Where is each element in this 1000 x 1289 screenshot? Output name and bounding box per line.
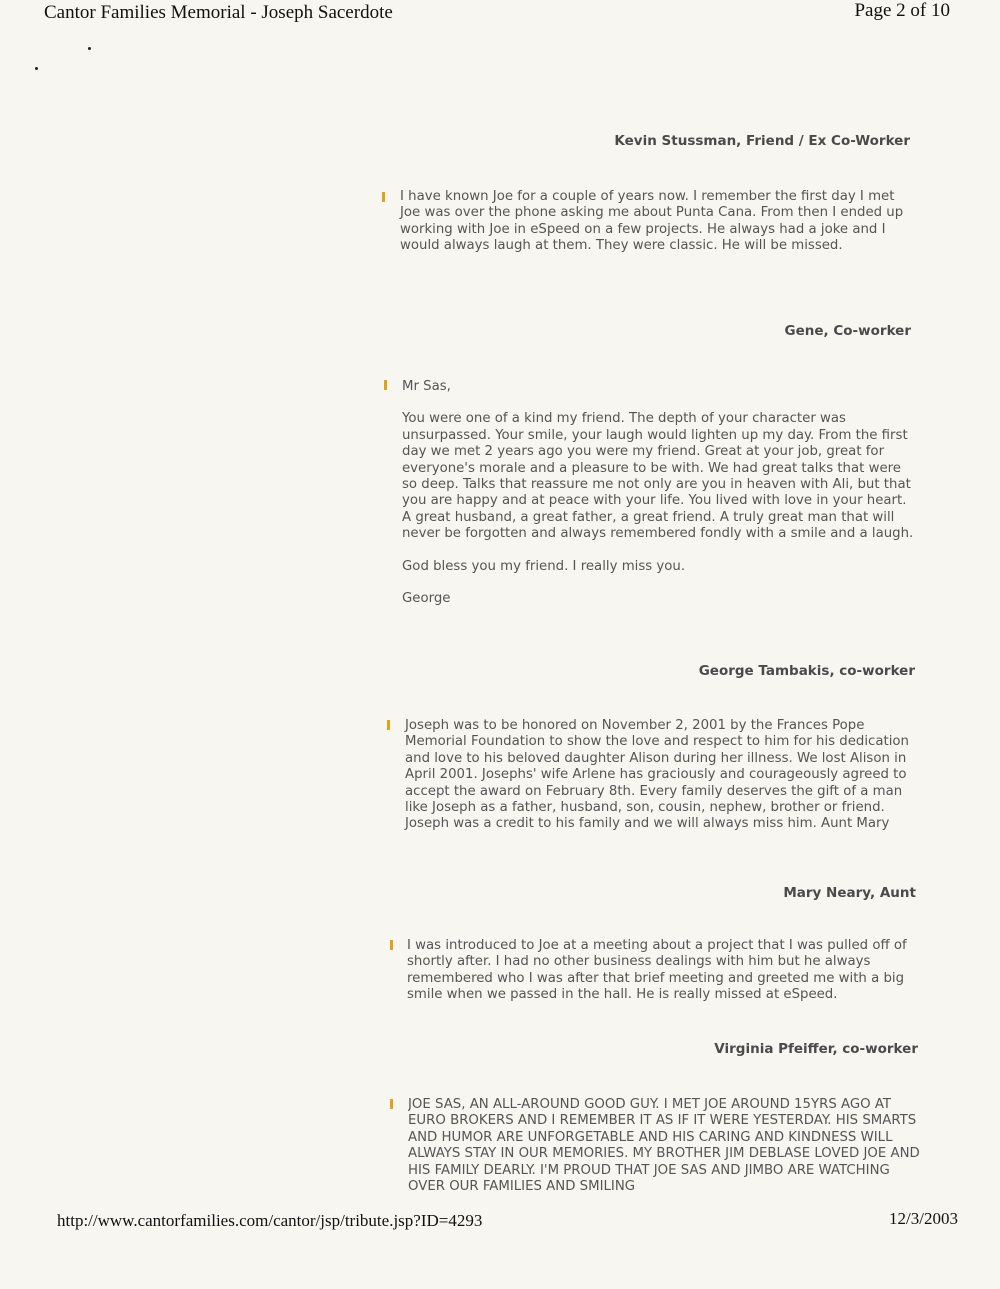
tribute-text: I have known Joe for a couple of years now. I remember the first day I met Joe was over the phone asking me about Punta Cana. From then I ended up working with Joe in eSpeed on a few projects. He always had a joke and I would always laugh at them. They were classic. He will be missed. xyxy=(400,189,904,254)
tribute-entry xyxy=(405,718,917,849)
tribute-bullet xyxy=(384,380,387,390)
page-header-title: Cantor Families Memorial - Joseph Sacerdote xyxy=(44,2,393,23)
scan-speck xyxy=(88,47,91,50)
tribute-text: God bless you my friend. I really miss you. xyxy=(402,558,686,574)
tribute-author: Gene, Co-worker xyxy=(784,323,911,339)
page-number: Page 2 of 10 xyxy=(854,0,950,21)
tribute-text: You were one of a kind my friend. The depth of your character was unsurpassed. Your smile, your laugh would lighten up my day. From the first day we met 2 years ago you were my friend. Great at your job, great for everyone's morale and a pleasure to be with. We had great talks that were so deep. Talks that reassure me not only are you in heaven with Ali, but that you are happy and at peace with your life. You lived with love in your heart. A great husband, a great father, a great friend. A truly great man that will never be forgotten and always remembered fondly with a smile and a laugh. xyxy=(402,411,914,542)
tribute-author: Virginia Pfeiffer, co-worker xyxy=(714,1041,918,1057)
tribute-text: Joseph was to be honored on November 2, 2001 by the Frances Pope Memorial Foundation to show the love and respect to him for his dedication and love to his beloved daughter Alison during her illness. We lost Alison in April 2001. Josephs' wife Arlene has graciously and courageously agreed to accept the award on February 8th. Every family deserves the gift of a man like Joseph as a father, husband, son, cousin, nephew, brother or friend. Joseph was a credit to his family and we will always miss him. Aunt Mary xyxy=(405,718,909,832)
tribute-entry xyxy=(400,189,910,271)
tribute-author: Mary Neary, Aunt xyxy=(783,885,916,901)
tribute-bullet xyxy=(382,192,385,202)
tribute-text: JOE SAS, AN ALL-AROUND GOOD GUY. I MET JOE AROUND 15YRS AGO AT EURO BROKERS AND I REMEMBER IT AS IF IT WERE YESTERDAY. HIS SMARTS AND HUMOR ARE UNFORGETABLE AND HIS CARING AND KINDNESS WILL ALWAYS STAY IN OUR MEMORIES. MY BROTHER JIM DEBLASE LOVED JOE AND HIS FAMILY DEARLY. I'M PROUD THAT JOE SAS AND JIMBO ARE WATCHING OVER OUR FAMILIES AND SMILING xyxy=(408,1097,920,1195)
tribute-author: George Tambakis, co-worker xyxy=(698,663,915,679)
tribute-entry xyxy=(408,1097,920,1195)
page-footer-url: http://www.cantorfamilies.com/cantor/jsp/tribute.jsp?ID=4293 xyxy=(57,1211,483,1230)
tribute-bullet xyxy=(390,1099,393,1109)
tribute-entry xyxy=(402,379,917,623)
tribute-text: Mr Sas, xyxy=(402,379,451,394)
tribute-bullet xyxy=(390,940,393,950)
tribute-text: George xyxy=(402,591,451,607)
tribute-text: I was introduced to Joe at a meeting about a project that I was pulled off of shortly after. I had no other business dealings with him but he always remembered who I was after that brief meeting and greeted me with a big smile when we passed in the hall. He is really missed at eSpeed. xyxy=(407,938,907,1003)
scan-speck xyxy=(35,67,38,70)
tribute-bullet xyxy=(387,720,390,730)
tribute-author: Kevin Stussman, Friend / Ex Co-Worker xyxy=(614,133,910,149)
page-footer-date: 12/3/2003 xyxy=(889,1209,958,1228)
tribute-entry xyxy=(407,938,919,1020)
